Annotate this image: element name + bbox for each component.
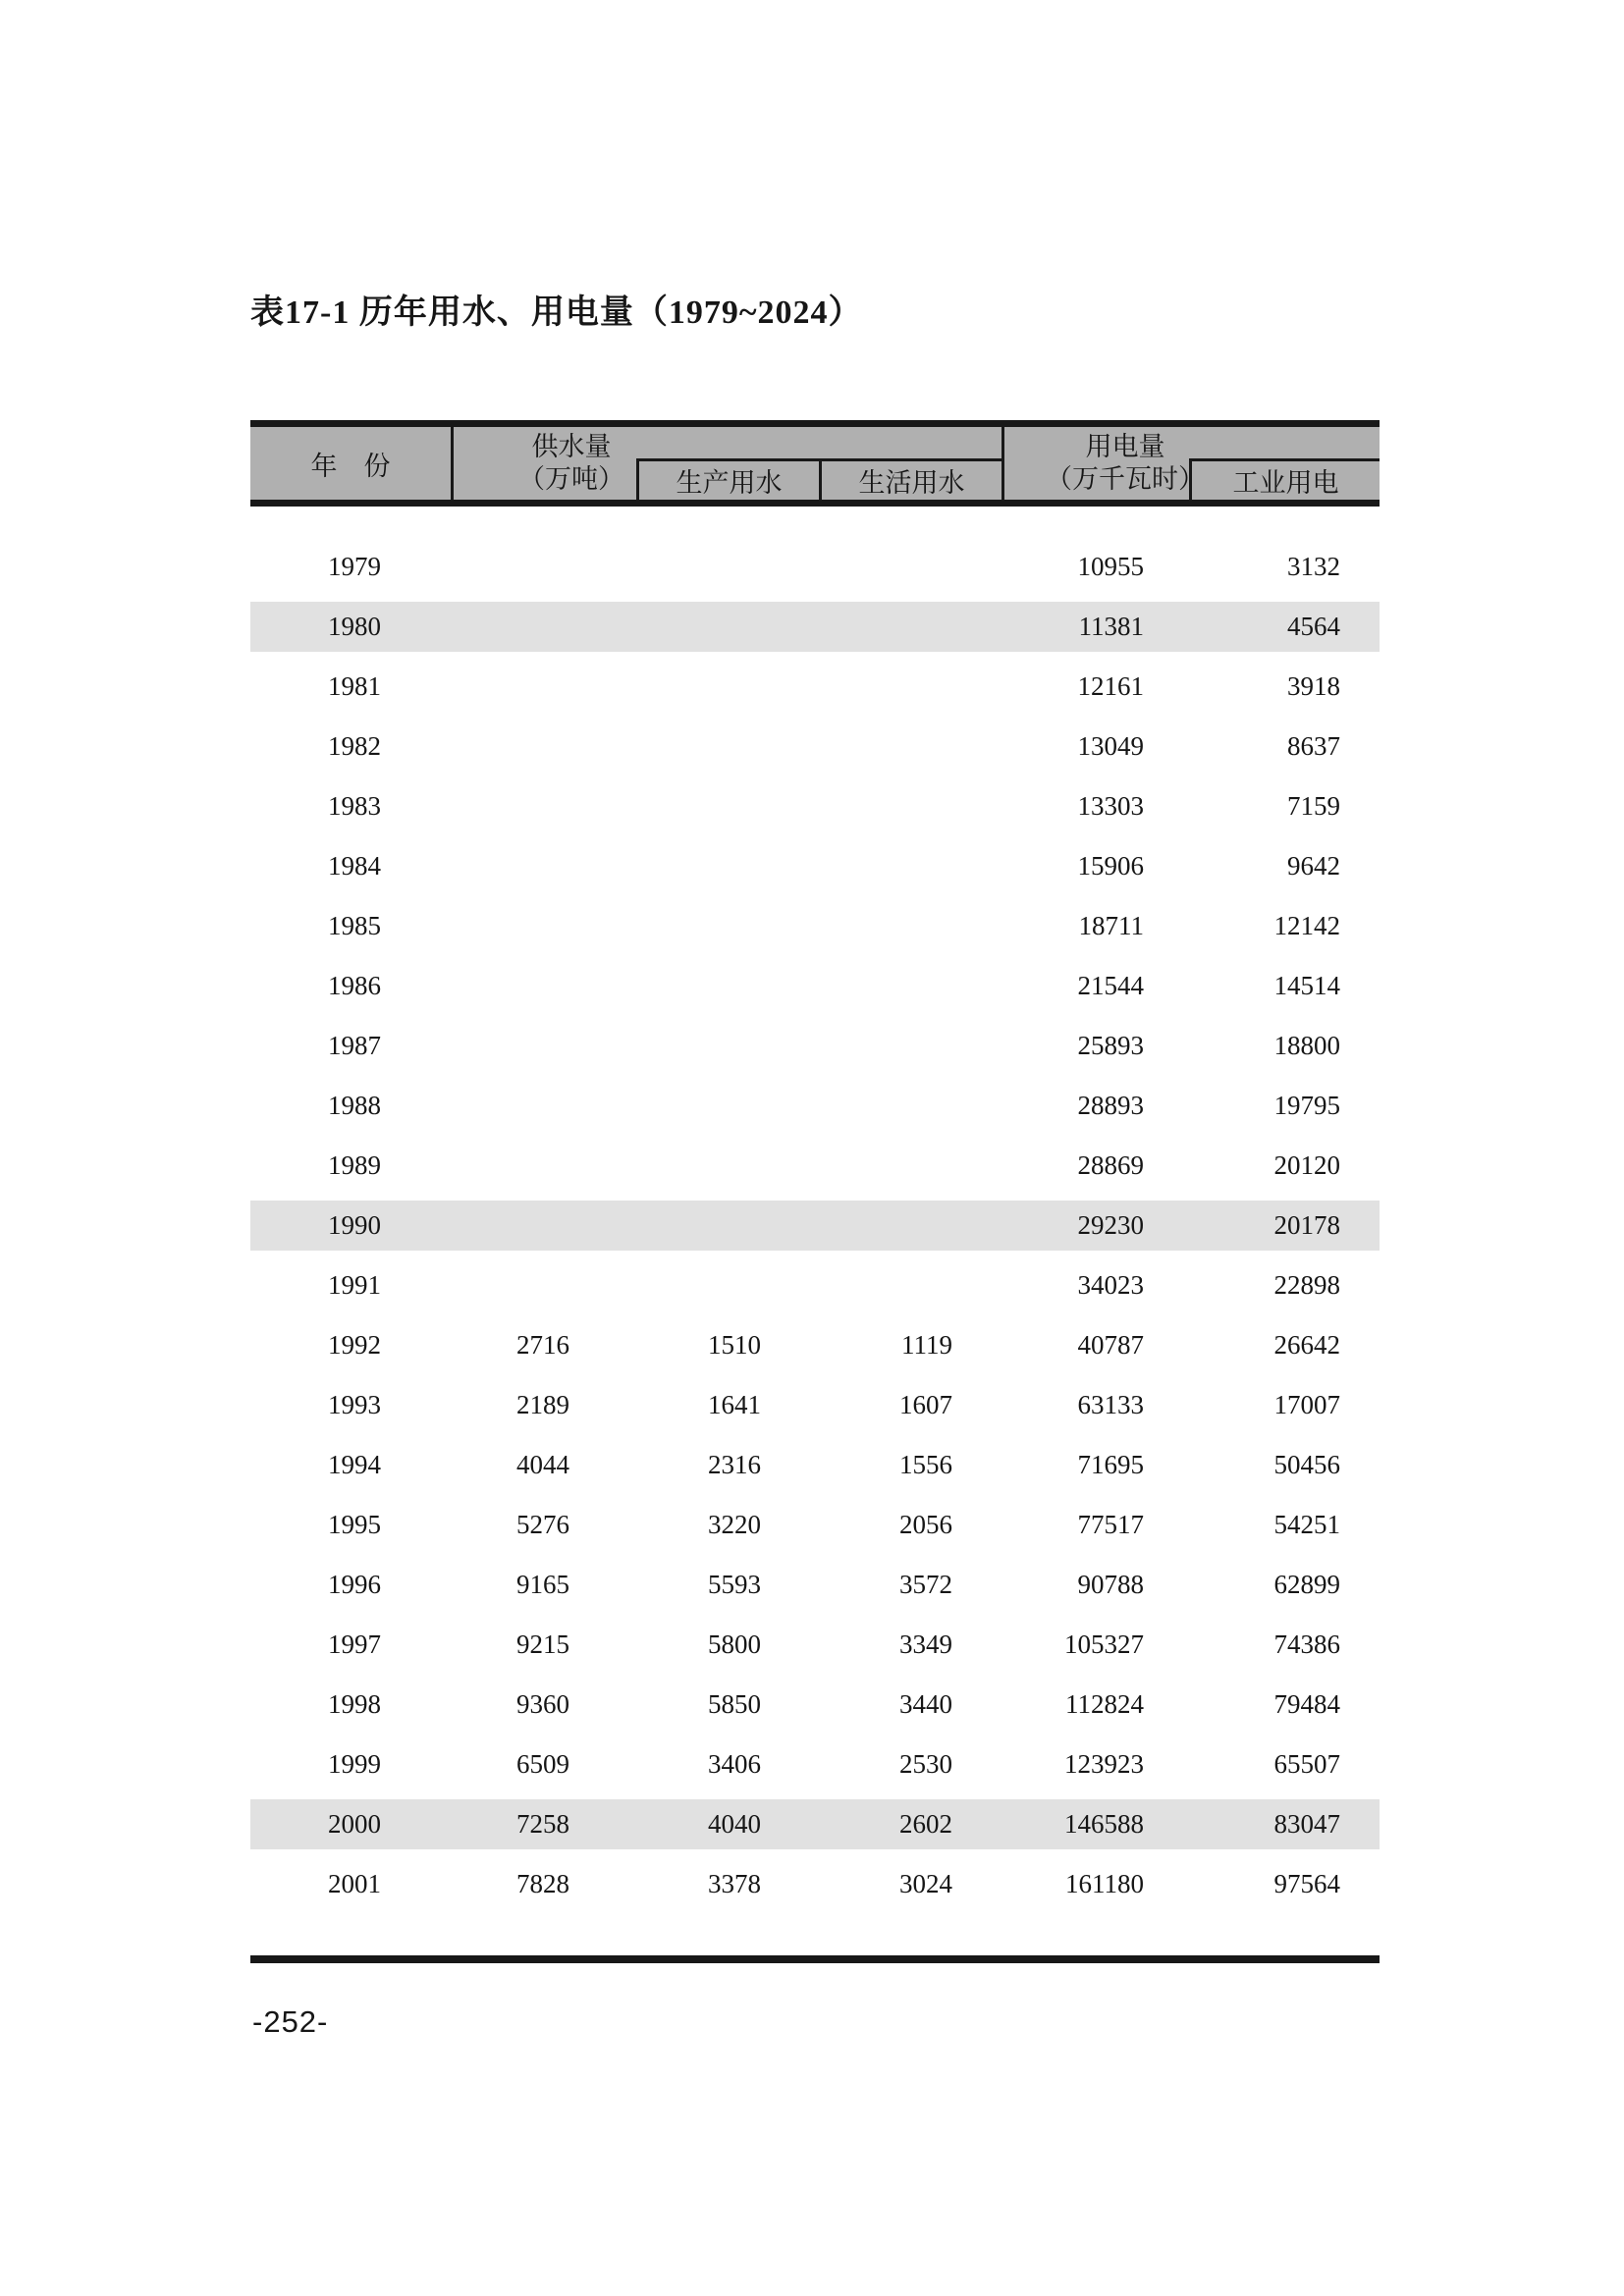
- table-cell-electricity: 123923: [1064, 1749, 1144, 1779]
- table-cell-water-supply: 7828: [516, 1869, 569, 1898]
- header-group-electricity: [1001, 427, 1380, 500]
- table-cell-electricity: 10955: [1077, 552, 1144, 581]
- table-cell-production-water: 1641: [708, 1390, 761, 1419]
- header-water-supply-label: 供水量 （万吨）: [518, 432, 624, 494]
- table-cell-domestic-water: 3349: [899, 1629, 952, 1659]
- table-cell-domestic-water: 1556: [899, 1450, 952, 1479]
- table-cell-year: 1989: [328, 1150, 381, 1180]
- table-cell-year: 1999: [328, 1749, 381, 1779]
- table-row: [250, 597, 1380, 657]
- table-cell-year: 1991: [328, 1270, 381, 1300]
- header-cell-year: [250, 427, 454, 500]
- table-cell-electricity: 15906: [1077, 851, 1144, 881]
- table-cell-year: 1994: [328, 1450, 381, 1479]
- table-cell-industrial-electricity: 17007: [1273, 1390, 1340, 1419]
- table-row: [250, 1315, 1380, 1375]
- table-cell-industrial-electricity: 54251: [1273, 1510, 1340, 1539]
- table-cell-production-water: 2316: [708, 1450, 761, 1479]
- table-cell-electricity: 71695: [1077, 1450, 1144, 1479]
- table-cell-electricity: 12161: [1077, 671, 1144, 701]
- table-cell-industrial-electricity: 14514: [1273, 971, 1340, 1000]
- table-cell-industrial-electricity: 8637: [1287, 731, 1340, 761]
- table-cell-electricity: 29230: [1077, 1210, 1144, 1240]
- table-cell-year: 1992: [328, 1330, 381, 1360]
- table-cell-domestic-water: 3572: [899, 1570, 952, 1599]
- header-year-label: 年 份: [310, 451, 391, 481]
- table-cell-year: 1983: [328, 791, 381, 821]
- page-number: -252-: [252, 2004, 329, 2039]
- header-cell-domestic-water: 生活用水: [819, 458, 1001, 500]
- table-cell-production-water: 3378: [708, 1869, 761, 1898]
- table-cell-year: 1984: [328, 851, 381, 881]
- table-cell-electricity: 146588: [1064, 1809, 1144, 1839]
- table-cell-domestic-water: 3440: [899, 1689, 952, 1719]
- table-cell-production-water: 3220: [708, 1510, 761, 1539]
- table-cell-production-water: 5800: [708, 1629, 761, 1659]
- table-cell-water-supply: 5276: [516, 1510, 569, 1539]
- table-cell-industrial-electricity: 26642: [1273, 1330, 1340, 1360]
- table-row: [250, 1555, 1380, 1615]
- table-cell-year: 1997: [328, 1629, 381, 1659]
- table-row: [250, 537, 1380, 597]
- table-cell-industrial-electricity: 65507: [1273, 1749, 1340, 1779]
- table-cell-year: 1996: [328, 1570, 381, 1599]
- table-cell-year: 1988: [328, 1091, 381, 1120]
- table-cell-electricity: 105327: [1064, 1629, 1144, 1659]
- table-cell-domestic-water: 2056: [899, 1510, 952, 1539]
- header-cell-production-water: 生产用水: [636, 458, 822, 500]
- table-cell-electricity: 63133: [1077, 1390, 1144, 1419]
- table-cell-electricity: 13049: [1077, 731, 1144, 761]
- table-cell-domestic-water: 3024: [899, 1869, 952, 1898]
- table-cell-water-supply: 9360: [516, 1689, 569, 1719]
- table-cell-year: 1995: [328, 1510, 381, 1539]
- table-row: [250, 1435, 1380, 1495]
- table-cell-industrial-electricity: 4564: [1287, 612, 1340, 641]
- table-cell-domestic-water: 1119: [901, 1330, 952, 1360]
- table-cell-year: 1981: [328, 671, 381, 701]
- table-cell-industrial-electricity: 79484: [1273, 1689, 1340, 1719]
- table-cell-domestic-water: 1607: [899, 1390, 952, 1419]
- table-cell-year: 2001: [328, 1869, 381, 1898]
- table-cell-year: 1982: [328, 731, 381, 761]
- table-cell-industrial-electricity: 9642: [1287, 851, 1340, 881]
- table-row: [250, 1794, 1380, 1854]
- table-row: [250, 896, 1380, 956]
- table-body: [250, 507, 1380, 1963]
- table-row: [250, 1735, 1380, 1794]
- table-cell-production-water: 3406: [708, 1749, 761, 1779]
- table-cell-water-supply: 4044: [516, 1450, 569, 1479]
- table-cell-electricity: 13303: [1077, 791, 1144, 821]
- table-cell-year: 1985: [328, 911, 381, 940]
- table-cell-water-supply: 2716: [516, 1330, 569, 1360]
- table-row: [250, 956, 1380, 1016]
- table-row: [250, 776, 1380, 836]
- table-cell-industrial-electricity: 22898: [1273, 1270, 1340, 1300]
- table-cell-industrial-electricity: 12142: [1273, 911, 1340, 940]
- table-row: [250, 1375, 1380, 1435]
- table-cell-year: 1990: [328, 1210, 381, 1240]
- table-cell-electricity: 77517: [1077, 1510, 1144, 1539]
- table-cell-industrial-electricity: 97564: [1273, 1869, 1340, 1898]
- table-cell-production-water: 4040: [708, 1809, 761, 1839]
- table-cell-electricity: 11381: [1078, 612, 1144, 641]
- table-cell-production-water: 1510: [708, 1330, 761, 1360]
- table-cell-industrial-electricity: 83047: [1273, 1809, 1340, 1839]
- table-header: [250, 420, 1380, 507]
- table-row: [250, 1615, 1380, 1675]
- table-cell-industrial-electricity: 3918: [1287, 671, 1340, 701]
- page-title: 表17-1 历年用水、用电量（1979~2024）: [250, 294, 863, 331]
- table-cell-water-supply: 6509: [516, 1749, 569, 1779]
- table-cell-water-supply: 9165: [516, 1570, 569, 1599]
- table-row: [250, 1675, 1380, 1735]
- table-cell-water-supply: 2189: [516, 1390, 569, 1419]
- table-cell-electricity: 112824: [1065, 1689, 1144, 1719]
- table-cell-electricity: 28869: [1077, 1150, 1144, 1180]
- table-cell-industrial-electricity: 3132: [1287, 552, 1340, 581]
- table-cell-electricity: 40787: [1077, 1330, 1144, 1360]
- header-group-water-supply: [454, 427, 1001, 500]
- header-electricity-label: 用电量 （万千瓦时）: [1046, 432, 1205, 494]
- table-row: [250, 717, 1380, 776]
- table-cell-year: 1980: [328, 612, 381, 641]
- table-cell-industrial-electricity: 18800: [1273, 1031, 1340, 1060]
- table-cell-electricity: 161180: [1065, 1869, 1144, 1898]
- table-cell-year: 1987: [328, 1031, 381, 1060]
- table-row: [250, 1495, 1380, 1555]
- table-row: [250, 657, 1380, 717]
- table-cell-year: 1993: [328, 1390, 381, 1419]
- table-cell-industrial-electricity: 74386: [1273, 1629, 1340, 1659]
- table-row: [250, 836, 1380, 896]
- table-row: [250, 1854, 1380, 1914]
- data-table: [250, 420, 1380, 1963]
- table-row: [250, 1255, 1380, 1315]
- table-row: [250, 1016, 1380, 1076]
- table-cell-industrial-electricity: 50456: [1273, 1450, 1340, 1479]
- table-cell-industrial-electricity: 62899: [1273, 1570, 1340, 1599]
- table-cell-electricity: 25893: [1077, 1031, 1144, 1060]
- table-cell-year: 2000: [328, 1809, 381, 1839]
- table-cell-industrial-electricity: 19795: [1273, 1091, 1340, 1120]
- table-cell-production-water: 5850: [708, 1689, 761, 1719]
- table-cell-water-supply: 9215: [516, 1629, 569, 1659]
- table-cell-electricity: 34023: [1077, 1270, 1144, 1300]
- table-cell-electricity: 28893: [1077, 1091, 1144, 1120]
- table-cell-industrial-electricity: 7159: [1287, 791, 1340, 821]
- table-cell-water-supply: 7258: [516, 1809, 569, 1839]
- table-row: [250, 1076, 1380, 1136]
- table-cell-industrial-electricity: 20120: [1273, 1150, 1340, 1180]
- table-cell-production-water: 5593: [708, 1570, 761, 1599]
- table-cell-year: 1979: [328, 552, 381, 581]
- table-row: [250, 1196, 1380, 1255]
- table-cell-year: 1998: [328, 1689, 381, 1719]
- table-cell-year: 1986: [328, 971, 381, 1000]
- table-cell-electricity: 21544: [1077, 971, 1144, 1000]
- table-row: [250, 1136, 1380, 1196]
- table-cell-domestic-water: 2602: [899, 1809, 952, 1839]
- header-cell-industrial-electricity: 工业用电: [1189, 458, 1380, 500]
- table-cell-industrial-electricity: 20178: [1273, 1210, 1340, 1240]
- table-cell-electricity: 90788: [1077, 1570, 1144, 1599]
- table-cell-electricity: 18711: [1078, 911, 1144, 940]
- table-cell-domestic-water: 2530: [899, 1749, 952, 1779]
